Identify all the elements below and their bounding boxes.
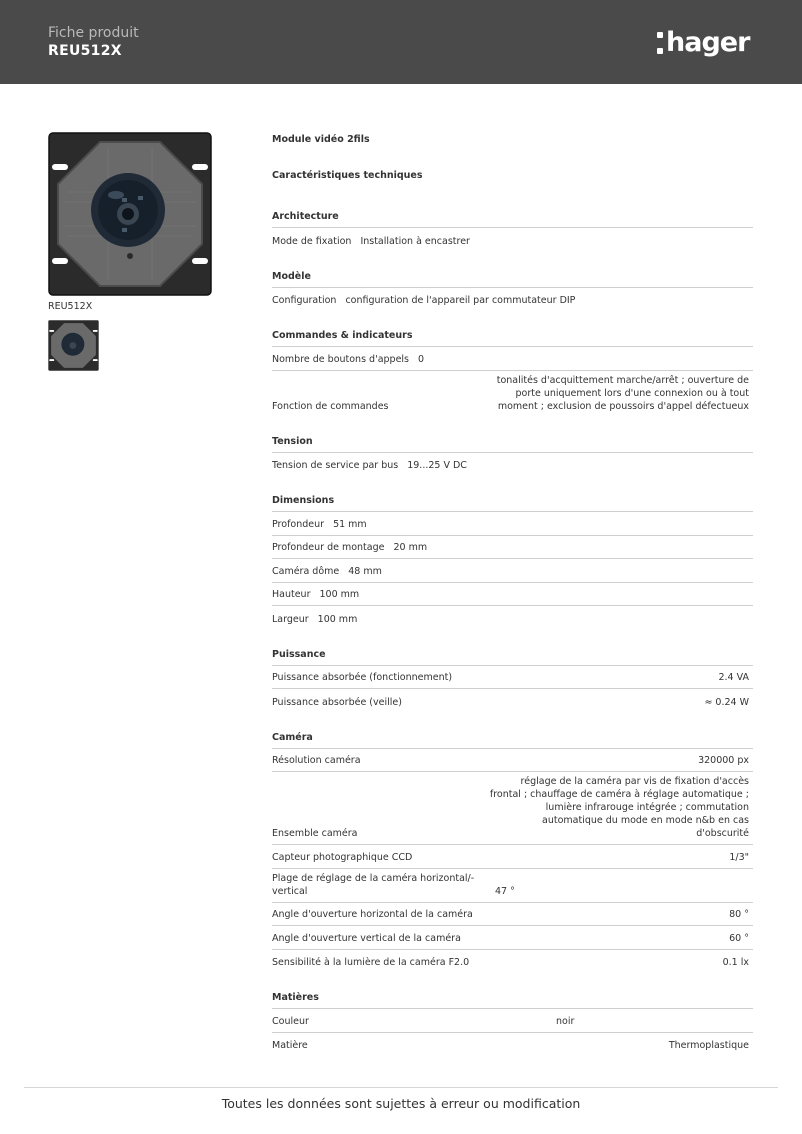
spec-value: 51 mm	[333, 518, 367, 530]
spec-row	[272, 288, 753, 312]
spec-label: Capteur photographique CCD	[272, 851, 413, 863]
spec-row	[272, 666, 753, 690]
section-title-matieres: Matières	[272, 987, 753, 1009]
document-type: Fiche produit	[48, 25, 139, 41]
spec-value: 60 °	[729, 932, 749, 944]
spec-value: 100 mm	[317, 613, 358, 625]
section-title-architecture: Architecture	[272, 206, 753, 228]
spec-value: Installation à encastrer	[360, 235, 470, 247]
spec-value: 320000 px	[698, 755, 749, 766]
spec-row	[272, 559, 753, 583]
spec-label: Hauteur	[272, 589, 311, 600]
spec-value: 0.1 lx	[722, 957, 749, 968]
section-title-camera: Caméra	[272, 727, 753, 749]
spec-value: Thermoplastique	[668, 1040, 749, 1051]
section-title-puissance: Puissance	[272, 644, 753, 666]
product-code: REU512X	[48, 43, 122, 59]
spec-label: Plage de réglage de la caméra horizontal/-vertical	[272, 872, 475, 897]
spec-value: 100 mm	[319, 589, 360, 600]
spec-label: Sensibilité à la lumière de la caméra F2.0	[272, 957, 470, 968]
spec-value: 47 °	[495, 885, 515, 897]
spec-row	[272, 950, 753, 974]
spec-row	[272, 228, 753, 252]
spec-row	[272, 1009, 753, 1033]
spec-value: ≈ 0.24 W	[704, 696, 749, 708]
product-thumbnail[interactable]	[48, 320, 99, 371]
spec-label: Puissance absorbée (fonctionnement)	[272, 672, 453, 683]
section-title-tension: Tension	[272, 431, 753, 453]
spec-row	[272, 869, 753, 903]
spec-value: réglage de la caméra par vis de fixation d'accès frontal ; chauffage de caméra à réglage automatique ; lumière infrarouge intégrée ; commutation automatique du mode en mode n&b en cas d'obscurité	[489, 776, 749, 839]
section-title-modele: Modèle	[272, 266, 753, 288]
spec-value: configuration de l'appareil par commutateur DIP	[345, 295, 576, 306]
spec-label: Mode de fixation	[272, 235, 352, 247]
spec-row	[272, 512, 753, 536]
product-images	[48, 132, 212, 371]
spec-row	[272, 347, 753, 371]
logo-text: hager	[666, 26, 750, 58]
spec-value: 1/3"	[729, 851, 749, 863]
spec-row	[272, 845, 753, 869]
spec-row	[272, 926, 753, 950]
spec-row	[272, 606, 753, 630]
spec-label: Largeur	[272, 613, 309, 625]
spec-value: 20 mm	[393, 542, 428, 553]
spec-label: Résolution caméra	[272, 755, 361, 766]
spec-value: 0	[418, 353, 425, 365]
spec-row	[272, 536, 753, 560]
image-caption: REU512X	[48, 301, 93, 312]
spec-value: 2.4 VA	[718, 672, 749, 683]
spec-value: 80 °	[729, 909, 749, 920]
product-image	[48, 132, 212, 296]
spec-row	[272, 583, 753, 607]
spec-row	[272, 689, 753, 713]
logo-dots-icon	[657, 32, 664, 54]
spec-label: Matière	[272, 1040, 308, 1051]
spec-value: 19...25 V DC	[407, 460, 467, 471]
spec-label: Profondeur de montage	[272, 542, 385, 553]
technical-characteristics-title: Caractéristiques techniques	[272, 170, 423, 181]
spec-label: Tension de service par bus	[272, 460, 399, 471]
spec-row	[272, 903, 753, 927]
spec-label: Configuration	[272, 295, 337, 306]
spec-value: noir	[556, 1015, 575, 1027]
section-title-dimensions: Dimensions	[272, 490, 753, 512]
footer-divider	[24, 1087, 778, 1088]
spec-value: tonalités d'acquittement marche/arrêt ; ouverture de porte uniquement lors d'une connexion ou à tout moment ; exclusion de poussoirs d'appel défectueux	[496, 374, 749, 412]
page-header	[0, 0, 802, 84]
spec-value: 48 mm	[348, 565, 382, 577]
specifications	[272, 131, 753, 1056]
spec-row	[272, 749, 753, 773]
spec-row	[272, 453, 753, 477]
spec-row	[272, 1033, 753, 1057]
spec-label: Puissance absorbée (veille)	[272, 696, 402, 708]
spec-label: Nombre de boutons d'appels	[272, 353, 410, 365]
spec-label: Couleur	[272, 1015, 309, 1027]
footer-disclaimer: Toutes les données sont sujettes à erreur ou modification	[221, 1096, 581, 1111]
spec-label: Angle d'ouverture horizontal de la caméra	[272, 909, 473, 920]
hager-logo	[657, 24, 749, 60]
product-title: Module vidéo 2fils	[272, 134, 370, 145]
section-title-commandes: Commandes & indicateurs	[272, 325, 753, 347]
spec-label: Angle d'ouverture vertical de la caméra	[272, 932, 461, 944]
spec-row	[272, 371, 753, 417]
spec-label: Fonction de commandes	[272, 400, 389, 412]
spec-label: Ensemble caméra	[272, 828, 358, 839]
spec-label: Caméra dôme	[272, 565, 340, 577]
spec-label: Profondeur	[272, 518, 325, 530]
spec-row	[272, 772, 753, 845]
